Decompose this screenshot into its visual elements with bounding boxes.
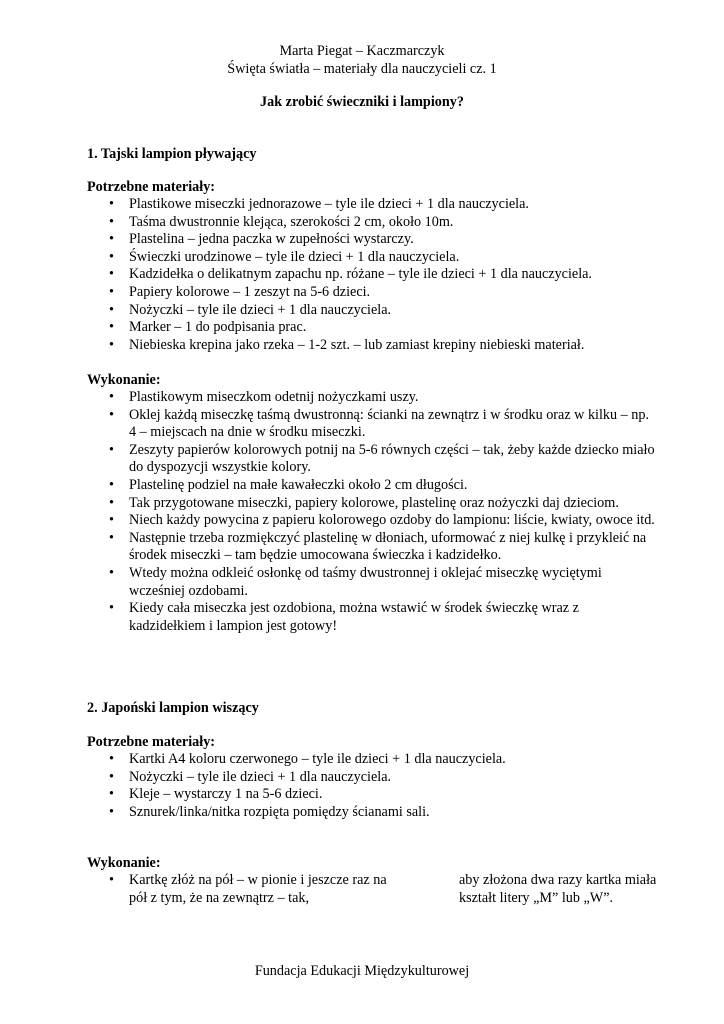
bullet-icon: •	[109, 231, 114, 248]
list-item	[87, 512, 657, 530]
bullet-icon: •	[109, 196, 114, 212]
bullet-icon: •	[109, 768, 114, 785]
list-item	[87, 389, 657, 407]
list-item	[87, 769, 657, 787]
list-item-text: Sznurek/linka/nitka rozpięta pomiędzy ścianami sali.	[129, 803, 430, 820]
list-item-text: Papiery kolorowe – 1 zeszyt na 5-6 dzieci.	[129, 283, 371, 300]
list-item-text: Taśma dwustronnie klejąca, szerokości 2 cm, około 10m.	[129, 213, 454, 230]
section-2-steps-right-column: aby złożona dwa razy kartka miała kształt litery „M” lub „W”.	[459, 872, 657, 906]
list-item	[87, 442, 657, 477]
page-footer: Fundacja Edukacji Międzykulturowej	[254, 963, 470, 979]
list-item	[87, 407, 657, 442]
list-item-text: Zeszyty papierów kolorowych potnij na 5-6 równych części – tak, żeby każde dziecko miało do dyspozycji wszystkie kolory.	[129, 441, 655, 476]
bullet-icon: •	[109, 529, 114, 546]
bullet-icon: •	[109, 803, 114, 820]
bullet-icon: •	[109, 248, 114, 265]
list-item	[87, 266, 657, 284]
list-item-text: Plastelinę podziel na małe kawałeczki około 2 cm długości.	[129, 476, 468, 493]
list-item	[87, 319, 657, 337]
bullet-icon: •	[109, 283, 114, 300]
list-item-text: Plastikowe miseczki jednorazowe – tyle ile dzieci + 1 dla nauczyciela.	[129, 196, 529, 212]
list-item	[87, 231, 657, 249]
document-title: Jak zrobić świeczniki i lampiony?	[260, 94, 464, 110]
bullet-icon: •	[109, 389, 114, 405]
list-item-text: Nożyczki – tyle ile dzieci + 1 dla nauczyciela.	[129, 301, 392, 318]
section-1-materials-list	[87, 196, 657, 354]
list-item	[87, 214, 657, 232]
list-item-text: Oklej każdą miseczkę taśmą dwustronną: ścianki na zewnątrz i w środku oraz w kilku – np. 4 – miejscach na dnie w środku miseczki.	[129, 406, 650, 441]
list-item	[87, 804, 657, 822]
section-2-materials-list	[87, 751, 657, 821]
bullet-icon: •	[109, 476, 114, 493]
list-item-text: Plastikowym miseczkom odetnij nożyczkami uszy.	[129, 389, 419, 405]
list-item-text: Marker – 1 do podpisania prac.	[129, 319, 307, 336]
list-item-text: Następnie trzeba rozmiękczyć plastelinę w dłoniach, uformować z niej kulkę i przykleić na środek miseczki – tam będzie umocowana świeczka i kadzidełko.	[129, 529, 647, 564]
page-header	[0, 42, 724, 78]
bullet-icon: •	[109, 213, 114, 230]
step-text: Kartkę złóż na pół – w pionie i jeszcze raz na pół z tym, że na zewnątrz – tak,	[129, 872, 387, 906]
list-item-text: Kleje – wystarczy 1 na 5-6 dzieci.	[129, 786, 323, 803]
list-item	[87, 600, 657, 635]
bullet-icon: •	[109, 512, 114, 529]
bullet-icon: •	[109, 600, 114, 617]
bullet-icon: •	[109, 564, 114, 581]
section-1-heading: 1. Tajski lampion pływający	[87, 146, 257, 162]
section-2-materials-heading: Potrzebne materiały:	[87, 734, 216, 750]
list-item-text: Wtedy można odkleić osłonkę od taśmy dwustronnej i oklejać miseczkę wyciętymi wcześniej ozdobami.	[129, 564, 602, 599]
section-1-steps-list	[87, 389, 657, 635]
list-item	[87, 337, 657, 355]
bullet-icon: •	[109, 751, 114, 767]
bullet-icon: •	[109, 494, 114, 511]
bullet-icon: •	[109, 441, 114, 458]
list-item-text: Niech każdy powycina z papieru kolorowego ozdoby do lampionu: liście, kwiaty, owoce itd.	[129, 512, 655, 529]
author-line: Marta Piegat – Kaczmarczyk	[279, 43, 445, 59]
bullet-icon: •	[109, 872, 114, 888]
bullet-icon: •	[109, 786, 114, 803]
bullet-icon: •	[109, 266, 114, 283]
bullet-icon: •	[109, 406, 114, 423]
list-item	[87, 751, 657, 769]
list-item-text: Niebieska krepina jako rzeka – 1-2 szt. – lub zamiast krepiny niebieski materiał.	[129, 336, 585, 353]
list-item-text: Plastelina – jedna paczka w zupełności wystarczy.	[129, 231, 414, 248]
list-item	[87, 477, 657, 495]
section-2-heading: 2. Japoński lampion wiszący	[87, 700, 259, 716]
section-2-steps-left-column	[87, 872, 387, 907]
section-1-materials-heading: Potrzebne materiały:	[87, 179, 216, 195]
list-item	[87, 284, 657, 302]
bullet-icon: •	[109, 319, 114, 336]
section-1-steps-heading: Wykonanie:	[87, 372, 161, 388]
list-item-text: Kartki A4 koloru czerwonego – tyle ile dzieci + 1 dla nauczyciela.	[129, 751, 506, 767]
list-item	[87, 302, 657, 320]
list-item-text: Nożyczki – tyle ile dzieci + 1 dla nauczyciela.	[129, 768, 392, 785]
section-2-steps-heading: Wykonanie:	[87, 855, 161, 871]
list-item	[87, 495, 657, 513]
list-item	[87, 872, 387, 907]
list-item-text: Świeczki urodzinowe – tyle ile dzieci + 1 dla nauczyciela.	[129, 248, 460, 265]
list-item	[87, 249, 657, 267]
bullet-icon: •	[109, 301, 114, 318]
list-item	[87, 786, 657, 804]
list-item	[87, 196, 657, 214]
bullet-icon: •	[109, 336, 114, 353]
subtitle-line: Święta światła – materiały dla nauczycieli cz. 1	[227, 61, 497, 77]
list-item-text: Kadzidełka o delikatnym zapachu np. różane – tyle ile dzieci + 1 dla nauczyciela.	[129, 266, 592, 283]
list-item-text: Kiedy cała miseczka jest ozdobiona, można wstawić w środek świeczkę wraz z kadzidełkiem i lampion jest gotowy!	[129, 600, 579, 634]
list-item	[87, 530, 657, 565]
list-item-text: Tak przygotowane miseczki, papiery kolorowe, plastelinę oraz nożyczki daj dzieciom.	[129, 494, 619, 511]
list-item	[87, 565, 657, 600]
